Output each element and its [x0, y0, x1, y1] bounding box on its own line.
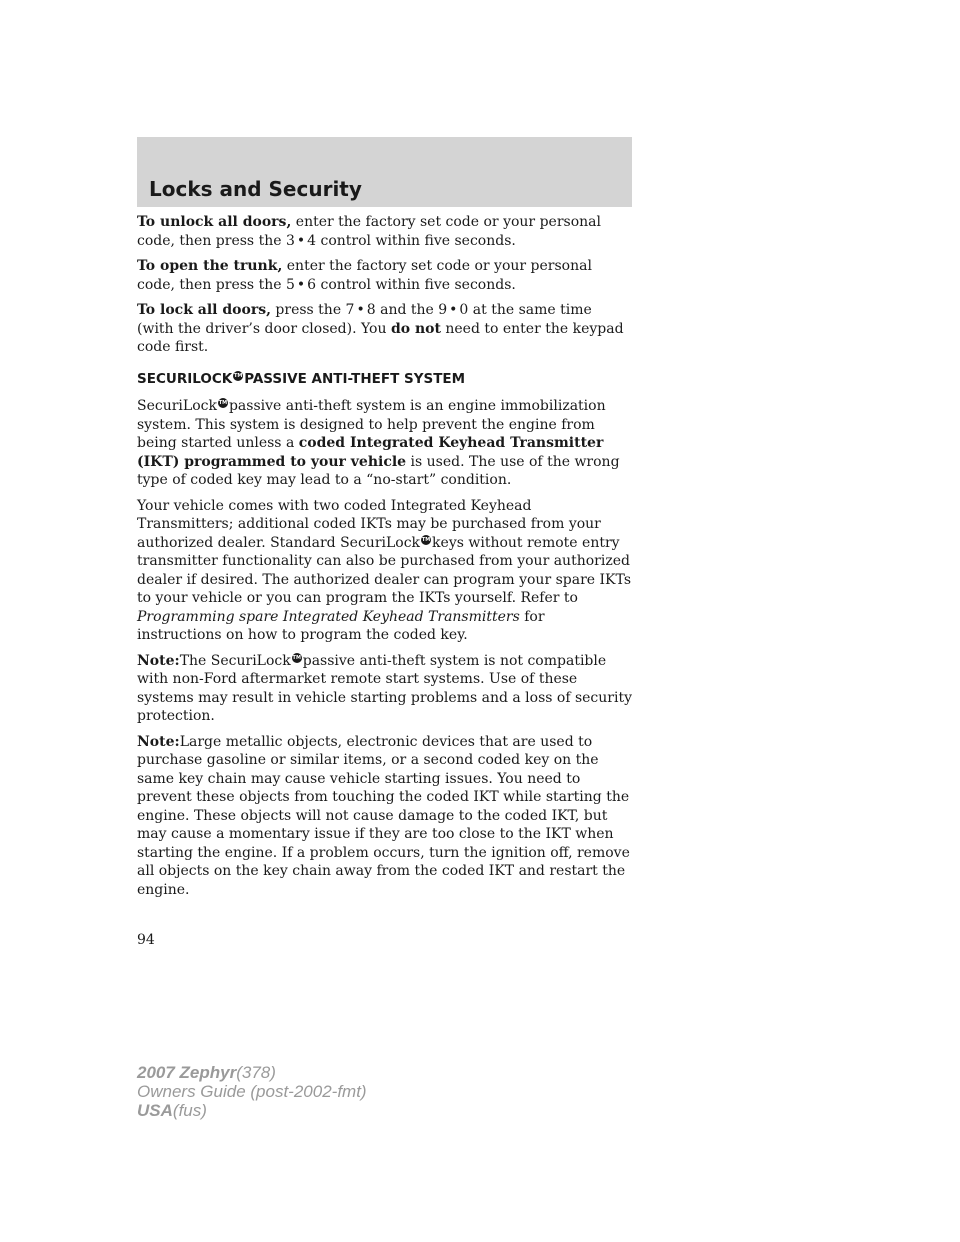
page-number: 94	[137, 932, 155, 948]
text: 0 at the same time (with the driver’s door closed). You	[137, 302, 592, 337]
footer-market: USA	[137, 1101, 173, 1120]
footer-model: 2007 Zephyr	[137, 1063, 237, 1082]
paragraph-unlock	[137, 213, 632, 250]
heading-text: PASSIVE ANTI-THEFT SYSTEM	[244, 370, 466, 387]
note-compatibility	[137, 652, 632, 726]
footer-line	[137, 1063, 367, 1082]
tail: need to enter the keypad code first.	[137, 320, 624, 355]
paragraph-securilock	[137, 397, 632, 490]
paragraph-ikt	[137, 497, 632, 645]
text: SecuriLock	[137, 398, 217, 414]
cross-reference: Programming spare Integrated Keyhead Transmitters	[137, 608, 520, 625]
text: keys without remote entry transmitter functionality can also be purchased from your authorized dealer if desired. The authorized dealer can program your spare IKTs to your vehicle or you can program the IKTs yourself. Refer to	[137, 534, 631, 606]
footer-code: (378)	[236, 1063, 276, 1082]
footer-line	[137, 1101, 367, 1120]
bullet: •	[356, 302, 365, 318]
tail: is used. The use of the wrong type of coded key may lead to a “no-start” condition.	[137, 453, 620, 488]
trademark-icon: TM	[421, 536, 431, 543]
text: Your vehicle comes with two coded Integrated Keyhead Transmitters; additional coded IKTs may be purchased from your authorized dealer. Standard SecuriLock	[137, 497, 601, 551]
bullet: •	[296, 276, 306, 293]
page-content	[137, 213, 632, 906]
footer	[137, 1063, 367, 1120]
text: Large metallic objects, electronic devices that are used to purchase gasoline or similar items, or a second coded key on the same key chain may cause vehicle starting issues. You need to prevent these objects from touching the coded IKT while starting the engine. These objects will not cause damage to the coded IKT, but may cause a momentary issue if they are too close to the IKT when starting the engine. If a problem occurs, turn the ignition off, remove all objects on the key chain away from the coded IKT and restart the engine.	[137, 733, 630, 898]
num: 6	[307, 276, 317, 293]
section-title: Locks and Security	[149, 177, 362, 201]
header-band	[137, 137, 632, 207]
note-label: Note:	[137, 733, 180, 750]
text: enter the factory set code or your personal code, then press the 3	[137, 214, 601, 249]
note-label: Note:	[137, 652, 180, 669]
lead-unlock: To unlock all doors,	[137, 214, 292, 230]
bullet: •	[449, 302, 458, 318]
tail: for instructions on how to program the coded key.	[137, 608, 545, 643]
section-heading	[137, 370, 632, 389]
footer-line: Owners Guide (post-2002-fmt)	[137, 1082, 367, 1101]
tail: control within five seconds.	[320, 276, 516, 293]
heading-text: SECURILOCK	[137, 370, 233, 387]
paragraph-trunk	[137, 257, 632, 294]
trademark-icon: TM	[234, 373, 243, 379]
num: 4	[307, 232, 317, 249]
tail: control within five seconds.	[320, 232, 516, 249]
text: The SecuriLock	[179, 652, 291, 669]
bullet: •	[296, 232, 306, 249]
footer-code: (fus)	[172, 1101, 207, 1120]
emphasis: do not	[390, 320, 441, 337]
lead-lock: To lock all doors,	[137, 302, 271, 318]
text: passive anti-theft system is an engine immobilization system. This system is designed to help prevent the engine from being started unless a	[137, 398, 606, 451]
trademark-icon: TM	[292, 654, 301, 661]
text: press the 7	[275, 302, 355, 318]
emphasis: coded Integrated Keyhead Transmitter (IKT) programmed to your vehicle	[137, 435, 604, 470]
lead-trunk: To open the trunk,	[137, 258, 283, 274]
paragraph-lock	[137, 301, 632, 357]
note-metallic-objects	[137, 733, 632, 900]
text: enter the factory set code or your personal code, then press the 5	[137, 258, 592, 293]
text: passive anti-theft system is not compatible with non-Ford aftermarket remote start systems. Use of these systems may result in vehicle starting problems and a loss of security protection.	[137, 652, 632, 724]
text: 8 and the 9	[366, 302, 448, 318]
trademark-icon: TM	[218, 400, 228, 407]
